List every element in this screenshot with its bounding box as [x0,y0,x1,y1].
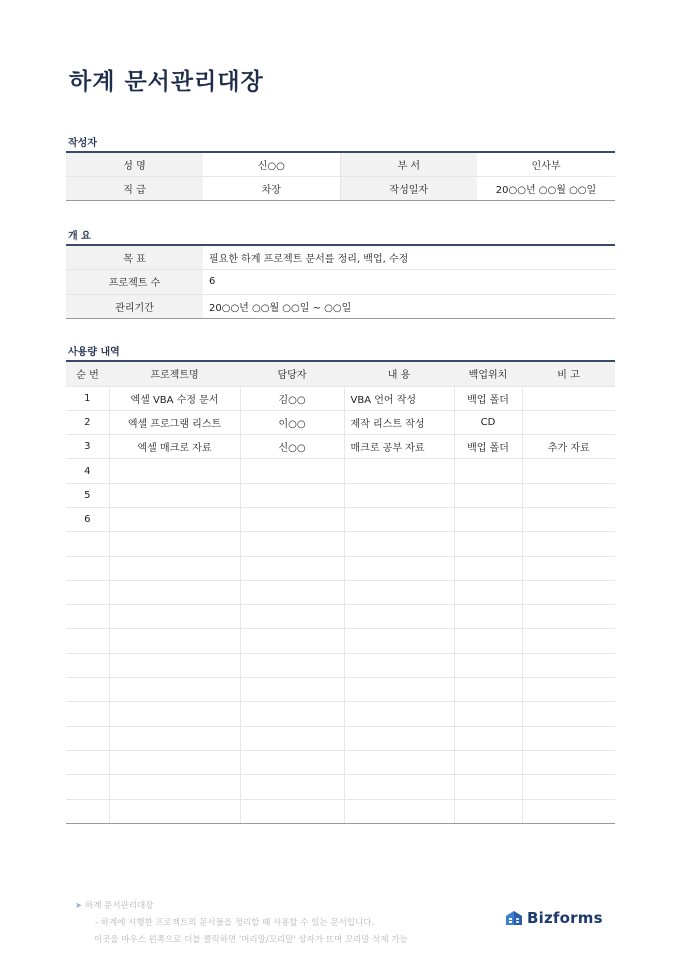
cell-backup[interactable] [454,605,522,629]
cell-project[interactable] [109,750,240,774]
cell-owner[interactable]: 김○○ [240,386,344,410]
cell-number[interactable] [66,726,109,750]
cell-note[interactable] [522,580,615,604]
cell-note[interactable] [522,799,615,823]
overview-table [66,244,615,319]
writer-table [66,151,615,201]
cell-note[interactable] [522,702,615,726]
logo-icon [505,910,523,926]
cell-backup[interactable] [454,483,522,507]
table-row [66,483,615,507]
project-count-value[interactable]: 6 [203,270,615,295]
cell-project[interactable] [109,556,240,580]
cell-number[interactable] [66,532,109,556]
cell-content[interactable] [344,605,454,629]
cell-owner[interactable] [240,605,344,629]
position-value[interactable]: 차장 [203,176,340,200]
cell-number[interactable] [66,653,109,677]
table-row [66,678,615,702]
position-label: 직 급 [66,176,203,200]
cell-project[interactable] [109,629,240,653]
cell-backup[interactable] [454,532,522,556]
cell-project[interactable] [109,507,240,531]
cell-owner[interactable] [240,702,344,726]
cell-content[interactable] [344,678,454,702]
cell-number[interactable] [66,629,109,653]
cell-number[interactable]: 3 [66,435,109,459]
cell-note[interactable] [522,653,615,677]
cell-content[interactable] [344,483,454,507]
cell-note[interactable] [522,386,615,410]
table-row [66,702,615,726]
cell-note[interactable] [522,605,615,629]
footer-line-3[interactable]: 이곳을 마우스 왼쪽으로 더블 클릭하면 '머리말/꼬리말' 상자가 뜨며 꼬리말 삭제 가능 [94,935,408,945]
cell-note[interactable] [522,483,615,507]
cell-content[interactable]: VBA 언어 작성 [344,386,454,410]
cell-content[interactable] [344,507,454,531]
table-row [66,459,615,483]
cell-note[interactable] [522,629,615,653]
col-header-note: 비 고 [522,361,615,386]
cell-owner[interactable] [240,653,344,677]
logo-text: Bizforms [527,909,603,927]
writer-row [66,176,615,200]
footer-line-1: 하계 문서관리대장 [85,901,154,911]
cell-owner[interactable] [240,556,344,580]
writer-row [66,152,615,176]
cell-backup[interactable] [454,726,522,750]
cell-content[interactable] [344,750,454,774]
period-label: 관리기간 [66,294,203,319]
cell-project[interactable] [109,702,240,726]
cell-project[interactable]: 엑셀 매크로 자료 [109,435,240,459]
usage-table [66,360,615,824]
table-row [66,556,615,580]
cell-project[interactable] [109,653,240,677]
cell-project[interactable] [109,775,240,799]
cell-project[interactable] [109,726,240,750]
cell-note[interactable] [522,775,615,799]
cell-project[interactable] [109,459,240,483]
cell-backup[interactable] [454,775,522,799]
col-header-backup: 백업위치 [454,361,522,386]
col-header-number: 순 번 [66,361,109,386]
cell-content[interactable] [344,459,454,483]
cell-backup[interactable]: 백업 폴더 [454,386,522,410]
cell-content[interactable]: 제작 리스트 작성 [344,410,454,434]
cell-number[interactable]: 6 [66,507,109,531]
cell-owner[interactable] [240,483,344,507]
col-header-content: 내 용 [344,361,454,386]
date-value[interactable]: 20○○년 ○○월 ○○일 [477,176,615,200]
cell-backup[interactable] [454,702,522,726]
cell-owner[interactable] [240,507,344,531]
document-title: 하계 문서관리대장 [69,69,264,95]
cell-owner[interactable] [240,750,344,774]
cell-backup[interactable] [454,653,522,677]
table-row [66,653,615,677]
overview-row [66,245,615,270]
cell-content[interactable] [344,799,454,823]
cell-content[interactable] [344,726,454,750]
cell-owner[interactable] [240,459,344,483]
cell-owner[interactable] [240,580,344,604]
cell-number[interactable]: 5 [66,483,109,507]
cell-note[interactable] [522,556,615,580]
cell-backup[interactable] [454,629,522,653]
date-label: 작성일자 [340,176,477,200]
cell-note[interactable] [522,726,615,750]
cell-number[interactable]: 1 [66,386,109,410]
cell-project[interactable] [109,532,240,556]
project-count-label: 프로젝트 수 [66,270,203,295]
footer-note [75,898,408,949]
cell-number[interactable] [66,580,109,604]
table-row [66,386,615,410]
cell-content[interactable] [344,532,454,556]
overview-section-label: 개 요 [68,231,91,242]
table-row [66,629,615,653]
cell-content[interactable] [344,775,454,799]
cell-number[interactable] [66,702,109,726]
overview-row [66,294,615,319]
cell-content[interactable]: 매크로 공부 자료 [344,435,454,459]
cell-backup[interactable]: 백업 폴더 [454,435,522,459]
writer-section-label: 작성자 [68,138,97,149]
table-row [66,775,615,799]
period-value[interactable]: 20○○년 ○○월 ○○일 ~ ○○일 [203,294,615,319]
cell-owner[interactable] [240,726,344,750]
cell-backup[interactable] [454,556,522,580]
table-row [66,435,615,459]
cell-content[interactable] [344,556,454,580]
table-row [66,726,615,750]
table-row [66,799,615,823]
cell-project[interactable] [109,580,240,604]
cell-note[interactable] [522,507,615,531]
cell-project[interactable] [109,605,240,629]
cell-owner[interactable] [240,629,344,653]
cell-number[interactable] [66,750,109,774]
table-row [66,580,615,604]
cell-number[interactable] [66,678,109,702]
col-header-owner: 담당자 [240,361,344,386]
cell-note[interactable] [522,410,615,434]
bizforms-logo [505,909,603,927]
cell-owner[interactable] [240,775,344,799]
arrow-icon: ➤ [75,901,83,911]
cell-owner[interactable]: 신○○ [240,435,344,459]
cell-number[interactable]: 4 [66,459,109,483]
cell-content[interactable] [344,653,454,677]
cell-note[interactable]: 추가 자료 [522,435,615,459]
table-row [66,532,615,556]
cell-note[interactable] [522,532,615,556]
name-label: 성 명 [66,152,203,176]
cell-number[interactable] [66,605,109,629]
name-value[interactable]: 신○○ [203,152,340,176]
cell-note[interactable] [522,750,615,774]
footer-line-2: - 하계에 시행한 프로젝트의 문서들을 정리할 때 사용할 수 있는 문서입니다. [95,918,375,928]
cell-note[interactable] [522,459,615,483]
overview-row [66,270,615,295]
cell-project[interactable] [109,799,240,823]
cell-backup[interactable] [454,799,522,823]
table-row [66,605,615,629]
usage-section-label: 사용량 내역 [68,347,120,358]
cell-content[interactable] [344,702,454,726]
col-header-project: 프로젝트명 [109,361,240,386]
cell-number[interactable] [66,775,109,799]
cell-backup[interactable] [454,580,522,604]
cell-content[interactable] [344,629,454,653]
cell-owner[interactable] [240,532,344,556]
usage-header-row [66,361,615,386]
cell-project[interactable]: 엑셀 프로그램 리스트 [109,410,240,434]
cell-owner[interactable] [240,678,344,702]
table-row [66,410,615,434]
cell-backup[interactable] [454,678,522,702]
goal-label: 목 표 [66,245,203,270]
cell-backup[interactable] [454,750,522,774]
cell-owner[interactable] [240,799,344,823]
cell-note[interactable] [522,678,615,702]
cell-number[interactable]: 2 [66,410,109,434]
cell-backup[interactable]: CD [454,410,522,434]
table-row [66,507,615,531]
department-value[interactable]: 인사부 [477,152,615,176]
cell-project[interactable]: 엑셀 VBA 수정 문서 [109,386,240,410]
cell-number[interactable] [66,556,109,580]
cell-owner[interactable]: 이○○ [240,410,344,434]
cell-content[interactable] [344,580,454,604]
cell-number[interactable] [66,799,109,823]
cell-backup[interactable] [454,507,522,531]
goal-value[interactable]: 필요한 하계 프로젝트 문서를 정리, 백업, 수정 [203,245,615,270]
department-label: 부 서 [340,152,477,176]
cell-backup[interactable] [454,459,522,483]
table-row [66,750,615,774]
cell-project[interactable] [109,678,240,702]
cell-project[interactable] [109,483,240,507]
